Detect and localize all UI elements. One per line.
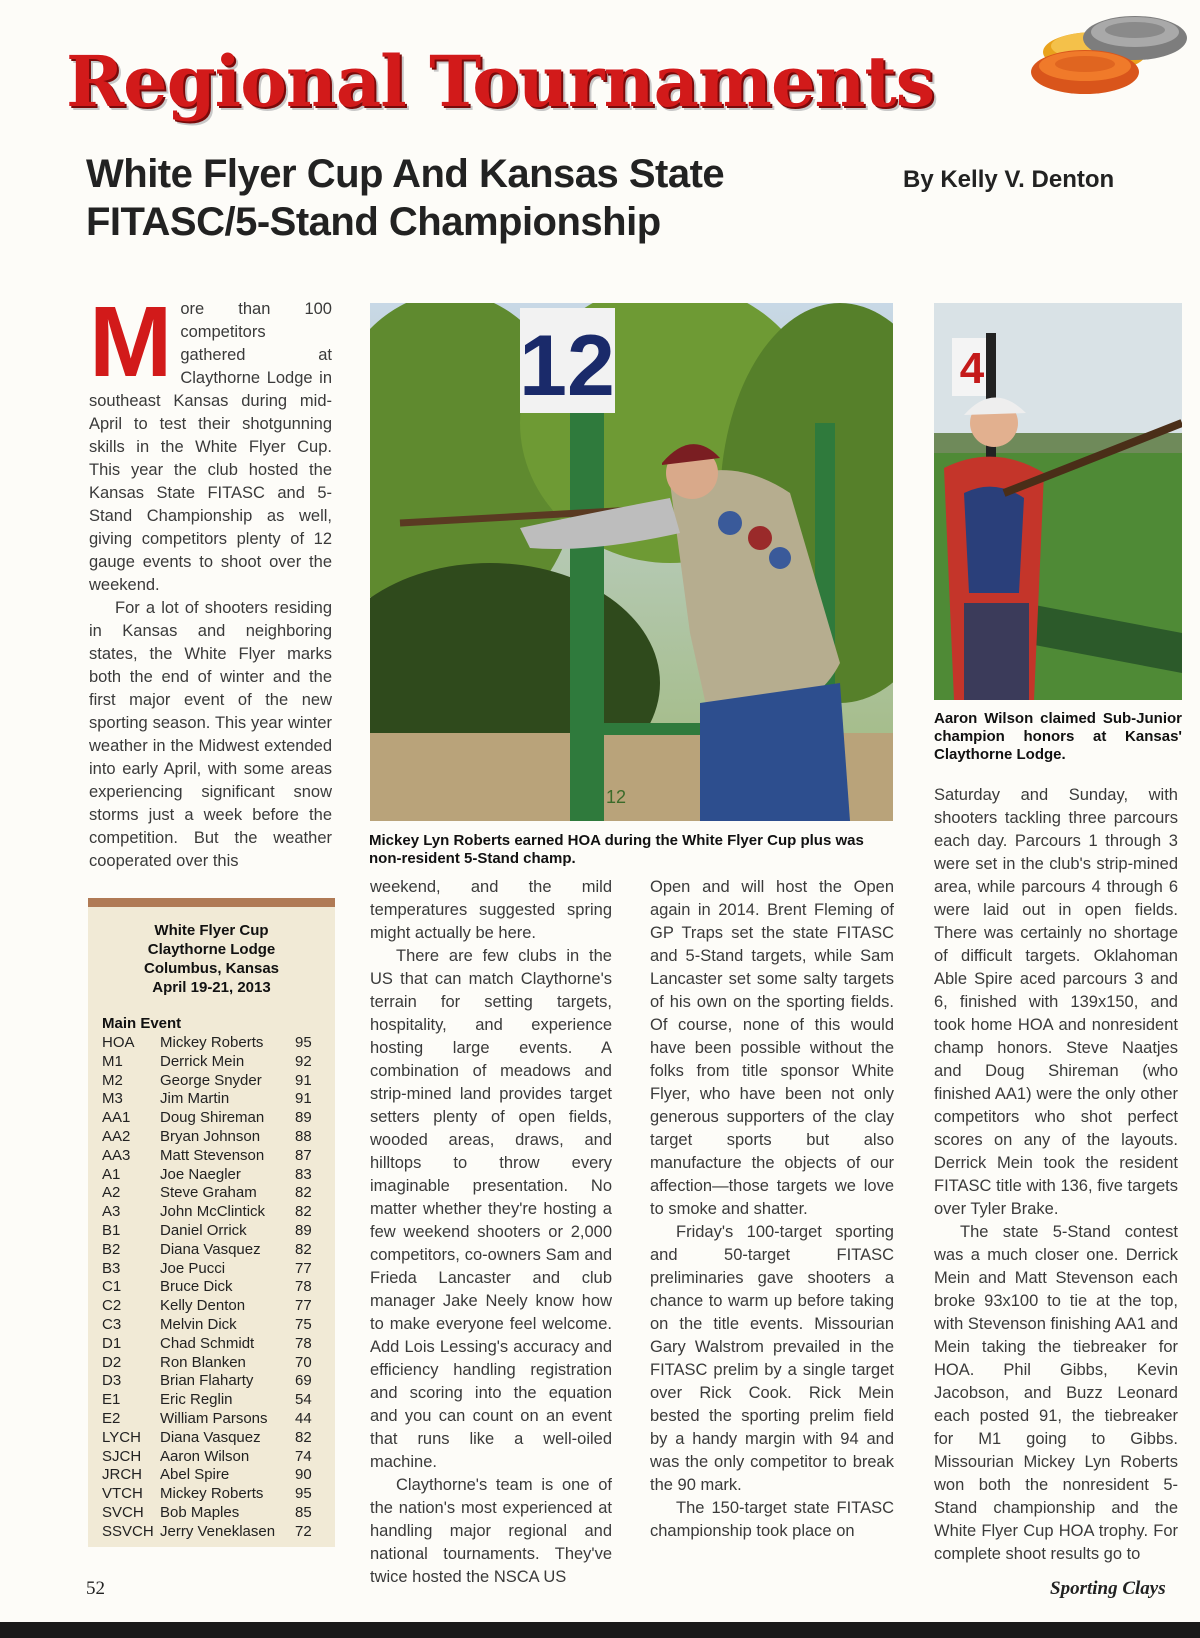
results-shooter: Daniel Orrick — [160, 1221, 247, 1239]
results-score: 69 — [295, 1372, 312, 1390]
results-shooter: Aaron Wilson — [160, 1447, 250, 1465]
results-row — [102, 1241, 323, 1260]
results-row — [102, 1203, 323, 1222]
results-row — [102, 1504, 323, 1523]
paragraph: The 150-target state FITASC championship took place on — [650, 1499, 894, 1540]
results-score: 83 — [295, 1165, 312, 1183]
results-score: 77 — [295, 1297, 312, 1315]
clay-targets-graphic — [1025, 10, 1195, 100]
results-class: SVCH — [102, 1503, 144, 1521]
results-class: C2 — [102, 1297, 122, 1315]
results-class: A2 — [102, 1184, 121, 1202]
results-score: 95 — [295, 1034, 312, 1051]
section-banner — [60, 30, 1060, 123]
paragraph: Saturday and Sunday, with shooters tackling three parcours each day. Parcours 1 through 3 were set in the club's strip-mined area, while parcours 4 through 6 were laid out in open fields. There was certainly no shortage of difficult targets. Oklahoman Able Spire aced parcours 3 and 6, finished with 139x150, and took home HOA and nonresident champ honors. Steve Naatjes and Doug Shireman (who finished AA1) were the only other competitors who shot perfect scores on any of the layouts. Derrick Mein took the resident FITASC title with 136, five targets over Tyler Brake. — [934, 786, 1178, 1218]
results-shooter: Steve Graham — [160, 1184, 257, 1202]
results-score: 89 — [295, 1221, 312, 1239]
results-class: C3 — [102, 1315, 122, 1333]
results-class: VTCH — [102, 1485, 143, 1503]
paragraph: Open and will host the Open again in 2014. Brent Fleming of GP Traps set the state FITASC and 5-Stand targets, while Sam Lancaster set some salty targets of his own on the sporting fields. Of course, none of this would have been possible without the folks from title sponsor White Flyer, who have been not only generous supporters of the clay target sports but also manufacture the objects of our affection—those targets we love to smoke and shatter. — [650, 878, 894, 1218]
paragraph: weekend, and the mild temperatures suggested spring might actually be here. — [370, 878, 612, 942]
results-class: D3 — [102, 1372, 122, 1390]
results-row — [102, 1297, 323, 1316]
photo-mickey-roberts — [370, 303, 893, 821]
results-shooter: Chad Schmidt — [160, 1334, 255, 1352]
article-headline: White Flyer Cup And Kansas State FITASC/5-Stand Championship — [86, 152, 725, 244]
results-score: 74 — [295, 1447, 312, 1465]
results-score: 82 — [295, 1428, 312, 1446]
results-score: 77 — [295, 1259, 312, 1277]
results-shooter: Mickey Roberts — [160, 1485, 264, 1503]
article-byline: By Kelly V. Denton — [903, 166, 1115, 193]
results-shooter: Derrick Mein — [160, 1052, 245, 1070]
results-row — [102, 1072, 323, 1091]
photo-aaron-wilson — [934, 303, 1182, 700]
article-column-3 — [650, 876, 894, 1543]
results-class: AA2 — [102, 1127, 131, 1145]
magazine-name: Sporting Clays — [1050, 1578, 1166, 1599]
results-row — [102, 1391, 323, 1410]
photo-caption-main: Mickey Lyn Roberts earned HOA during the White Flyer Cup plus was non-resident 5-Stand champ. — [369, 832, 864, 867]
post-label-12: 12 — [605, 787, 627, 807]
results-score: 90 — [295, 1466, 312, 1484]
results-shooter: George Snyder — [160, 1071, 262, 1089]
results-row — [102, 1523, 323, 1542]
results-class: M3 — [102, 1090, 123, 1108]
results-shooter: Bruce Dick — [160, 1278, 233, 1296]
results-shooter: Jerry Veneklasen — [160, 1522, 276, 1540]
results-score: 78 — [295, 1278, 312, 1296]
section-title: Regional Tournaments — [66, 40, 935, 123]
results-shooter: Melvin Dick — [160, 1315, 237, 1333]
results-event-name: White Flyer Cup — [154, 922, 269, 939]
results-row — [102, 1166, 323, 1185]
paragraph: The state 5-Stand contest was a much closer one. Derrick Mein and Matt Stevenson each broke 93x100 to tie at the top, with Stevenson finishing AA1 and Mein taking the tiebreaker for HOA. Phil Gibbs, Kevin Jacobson, and Buzz Leonard each posted 91, the tiebreaker for M1 going to Gibbs. Missourian Mickey Lyn Roberts won both the nonresident 5-Stand championship and the White Flyer Cup HOA trophy. For complete shoot results go to — [934, 1223, 1178, 1563]
results-score: 88 — [295, 1127, 312, 1145]
photo-caption-side: Aaron Wilson claimed Sub-Junior champion honors at Kansas' Claythorne Lodge. — [934, 710, 1182, 763]
results-shooter: Joe Pucci — [160, 1259, 226, 1277]
results-row — [102, 1448, 323, 1467]
results-shooter: Jim Martin — [160, 1090, 230, 1108]
results-score: 82 — [295, 1203, 312, 1221]
results-class: A3 — [102, 1203, 121, 1221]
results-score: 85 — [295, 1503, 312, 1521]
results-shooter: Ron Blanken — [160, 1353, 246, 1371]
results-row — [102, 1485, 323, 1504]
results-shooter: Bob Maples — [160, 1503, 240, 1521]
results-score: 82 — [295, 1184, 312, 1202]
article-column-4 — [934, 784, 1178, 1566]
results-shooter: Doug Shireman — [160, 1109, 265, 1127]
results-class: D1 — [102, 1334, 122, 1352]
paragraph: ore than 100 competitors gathered at Claythorne Lodge in southeast Kansas during mid-April to test their shotgunning skills in the White Flyer Cup. This year the club hosted the Kansas State FITASC and 5-Stand Championship as well, giving competitors plenty of 12 gauge events to shoot over the weekend. — [89, 300, 332, 594]
results-score: 89 — [295, 1109, 312, 1127]
results-table — [102, 1034, 323, 1542]
results-row — [102, 1316, 323, 1335]
results-row — [102, 1278, 323, 1297]
results-shooter: Joe Naegler — [160, 1165, 241, 1183]
results-class: B2 — [102, 1240, 121, 1258]
results-shooter: John McClintick — [160, 1203, 266, 1221]
results-row — [102, 1372, 323, 1391]
results-row — [102, 1053, 323, 1072]
paragraph: For a lot of shooters residing in Kansas and neighboring states, the White Flyer marks both the end of winter and the first major event of the new sporting season. This year winter weather in the Midwest extended into early April, with some areas experiencing significant snow storms just a week before the competition. But the weather cooperated over this — [89, 599, 332, 870]
results-score: 72 — [295, 1522, 312, 1540]
results-shooter: Diana Vasquez — [160, 1428, 261, 1446]
article-column-1 — [89, 286, 332, 873]
results-class: E1 — [102, 1391, 121, 1409]
page-number: 52 — [86, 1578, 105, 1599]
scan-edge — [0, 1622, 1200, 1638]
results-row — [102, 1222, 323, 1241]
results-venue: Claythorne Lodge — [147, 941, 276, 958]
paragraph: There are few clubs in the US that can match Claythorne's terrain for setting targets, hospitality, and experience hosting large events. A combination of meadows and strip-mined land provides target setters plenty of open fields, wooded areas, draws, and hilltops to throw every imaginable presentation. No matter whether they're hosting a few weekend shooters or 2,000 competitors, co-owners Sam and Frieda Lancaster and club manager Jake Neely know how to make everyone feel welcome. Add Lois Lessing's accuracy and efficiency handling registration and scoring into the equation and you can count on an event that runs like a well-oiled machine. — [370, 947, 612, 1471]
results-row — [102, 1354, 323, 1373]
results-row — [102, 1109, 323, 1128]
results-score: 70 — [295, 1353, 312, 1371]
results-class: E2 — [102, 1409, 121, 1427]
results-score: 78 — [295, 1334, 312, 1352]
results-row — [102, 1260, 323, 1279]
paragraph: Friday's 100-target sporting and 50-target FITASC preliminaries gave shooters a chance to warm up before taking on the title events. Missourian Gary Walstrom prevailed in the FITASC prelim by a single target over Rick Cook. Rick Mein bested the sporting prelim field by a handy margin with 94 and was the only competitor to break the 90 mark. — [650, 1223, 894, 1494]
results-class: M2 — [102, 1071, 123, 1089]
results-class: HOA — [102, 1034, 135, 1051]
results-class: B3 — [102, 1259, 121, 1277]
results-class: LYCH — [102, 1428, 141, 1446]
results-main-event-label: Main Event — [102, 1015, 182, 1032]
results-row — [102, 1410, 323, 1429]
results-shooter: Brian Flaharty — [160, 1372, 254, 1390]
results-row — [102, 1335, 323, 1354]
drop-cap: M — [89, 286, 173, 398]
results-class: AA1 — [102, 1109, 131, 1127]
results-class: D2 — [102, 1353, 122, 1371]
results-score: 95 — [295, 1485, 312, 1503]
paragraph: Claythorne's team is one of the nation's most experienced at handling major regional and national tournaments. They've twice hosted the NSCA US — [370, 1476, 612, 1586]
photo-shooter-illustration — [370, 303, 893, 821]
results-date: April 19-21, 2013 — [152, 979, 271, 996]
results-shooter: Kelly Denton — [160, 1297, 246, 1315]
results-row — [102, 1128, 323, 1147]
results-class: C1 — [102, 1278, 122, 1296]
results-shooter: Mickey Roberts — [160, 1034, 264, 1051]
results-score: 91 — [295, 1090, 312, 1108]
results-row — [102, 1429, 323, 1448]
results-row — [102, 1466, 323, 1485]
results-class: JRCH — [102, 1466, 142, 1484]
results-row — [102, 1147, 323, 1166]
results-class: SJCH — [102, 1447, 142, 1465]
results-class: A1 — [102, 1165, 121, 1183]
photo-junior-shooter-illustration — [934, 303, 1182, 700]
article-column-2 — [370, 876, 612, 1589]
results-shooter: Bryan Johnson — [160, 1127, 261, 1145]
station-sign-12: 12 — [519, 318, 615, 414]
results-shooter: Eric Reglin — [160, 1391, 233, 1409]
results-class: AA3 — [102, 1146, 131, 1164]
results-score: 87 — [295, 1146, 312, 1164]
results-score: 92 — [295, 1052, 312, 1070]
results-location: Columbus, Kansas — [143, 960, 280, 977]
results-sidebar — [88, 898, 335, 1547]
results-score: 54 — [295, 1391, 312, 1409]
results-row — [102, 1034, 323, 1053]
results-shooter: Abel Spire — [160, 1466, 230, 1484]
results-shooter: William Parsons — [160, 1409, 268, 1427]
station-sign-4: 4 — [959, 344, 985, 393]
results-class: SSVCH — [102, 1522, 154, 1540]
results-header — [88, 921, 335, 997]
results-score: 82 — [295, 1240, 312, 1258]
results-row — [102, 1090, 323, 1109]
results-shooter: Matt Stevenson — [160, 1146, 265, 1164]
results-row — [102, 1184, 323, 1203]
results-shooter: Diana Vasquez — [160, 1240, 261, 1258]
results-score: 75 — [295, 1315, 312, 1333]
results-class: M1 — [102, 1052, 123, 1070]
results-class: B1 — [102, 1221, 121, 1239]
results-score: 44 — [295, 1409, 312, 1427]
results-score: 91 — [295, 1071, 312, 1089]
